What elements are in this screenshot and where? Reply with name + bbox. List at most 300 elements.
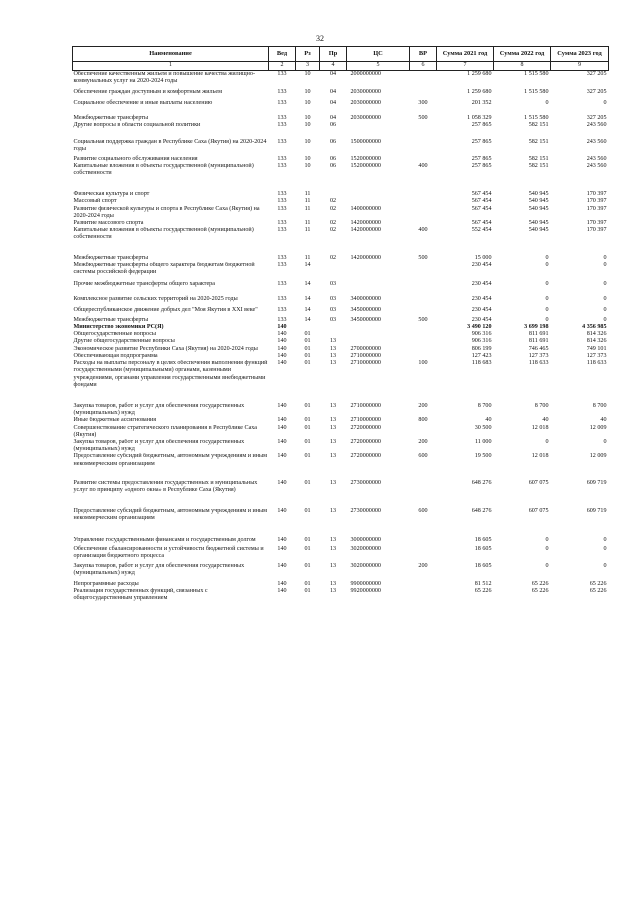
table-row — [73, 227, 609, 241]
row-pr-cell: 02 — [329, 254, 337, 261]
row-name-cell: Экономическое развитие Республики Саха (Якутия) на 2020-2024 годы — [73, 345, 258, 352]
row-pr-cell: 13 — [329, 536, 337, 543]
row-ved-cell: 133 — [277, 191, 287, 198]
row-sum-2021-cell: 230 454 — [471, 281, 492, 288]
table-row — [73, 578, 609, 588]
row-ved-cell: 140 — [277, 331, 287, 338]
row-sum-2023-cell: 170 397 — [586, 191, 607, 198]
row-vr-cell — [410, 276, 437, 288]
table-row — [73, 417, 609, 424]
row-sum-2022-cell: 1 515 580 — [524, 114, 549, 121]
table-row — [73, 206, 609, 220]
row-vr-cell — [410, 324, 437, 331]
row-cs-cell: 2710000000 — [350, 417, 381, 424]
row-rz-cell — [296, 324, 320, 331]
row-cs-cell: 3450000000 — [350, 306, 381, 313]
row-ved-cell: 133 — [277, 99, 287, 106]
row-name-cell: Управление государственными финансами и государственным долгом — [73, 536, 256, 543]
header-number: 5 — [347, 62, 410, 71]
row-pr-cell — [320, 262, 347, 276]
row-rz-cell: 10 — [296, 71, 320, 86]
row-sum-2021-cell: 18 605 — [474, 563, 492, 570]
row-cs-cell: 3020000000 — [350, 563, 381, 570]
header-number: 8 — [494, 62, 551, 71]
row-cs-cell: 2730000000 — [350, 508, 381, 515]
row-sum-2022-cell: 12 018 — [531, 453, 549, 460]
header-number: 3 — [296, 62, 320, 71]
table-row — [73, 331, 609, 338]
row-ved-cell: 140 — [277, 580, 287, 587]
row-pr-cell: 13 — [329, 479, 337, 486]
row-ved-cell: 133 — [277, 261, 287, 268]
row-ved-cell: 133 — [277, 155, 287, 162]
table-row — [73, 129, 609, 153]
row-name-cell: Реализация государственных функций, связанных с общегосударственным управлением — [73, 587, 208, 601]
row-cs-cell: 1520000000 — [350, 162, 381, 169]
row-vr-cell — [410, 331, 437, 338]
row-pr-cell: 13 — [329, 508, 337, 515]
header-sum-2023: Сумма 2023 год — [551, 47, 609, 62]
row-pr-cell: 03 — [329, 296, 337, 303]
row-sum-2022-cell: 746 465 — [528, 345, 549, 352]
table-body — [73, 71, 609, 603]
row-name-cell: Общегосударственные вопросы — [73, 331, 157, 338]
row-ved-cell: 140 — [277, 417, 287, 424]
row-name-cell: Массовый спорт — [73, 198, 117, 205]
table-row — [73, 220, 609, 227]
row-rz-cell: 01 — [304, 424, 311, 431]
row-cs-cell: 2710000000 — [350, 402, 381, 409]
row-sum-2022-cell: 0 — [545, 296, 549, 303]
row-cs-cell: 3400000000 — [350, 296, 381, 303]
row-pr-cell: 13 — [329, 402, 337, 409]
row-sum-2022-cell: 811 691 — [528, 331, 549, 338]
header-name: Наименование — [73, 47, 269, 62]
row-vr-cell: 400 — [418, 227, 428, 234]
row-sum-2023-cell: 327 205 — [586, 89, 607, 96]
row-sum-2022-cell: 127 373 — [528, 352, 549, 359]
row-sum-2021-cell: 567 454 — [471, 205, 492, 212]
row-vr-cell: 600 — [418, 508, 428, 515]
row-sum-2023-cell: 0 — [603, 306, 607, 313]
header-ved: Вед — [269, 47, 296, 62]
row-vr-cell — [410, 544, 437, 560]
row-ved-cell: 133 — [277, 162, 287, 169]
row-cs-cell: 2720000000 — [350, 438, 381, 445]
row-rz-cell: 01 — [304, 402, 311, 409]
row-pr-cell: 03 — [329, 316, 337, 323]
row-name-cell: Предоставление субсидий бюджетным, автономным учреждениям и иным некоммерческим организациям — [73, 508, 267, 522]
row-sum-2022-cell: 582 151 — [528, 155, 549, 162]
row-name-cell: Закупка товаров, работ и услуг для обеспечения государственных (муниципальных) нужд — [73, 402, 245, 417]
row-rz-cell: 14 — [304, 281, 311, 288]
row-name-cell: Межбюджетные трансферты общего характера бюджетам бюджетной системы российской федерации — [73, 261, 255, 276]
row-sum-2023-cell: 327 205 — [586, 114, 607, 121]
table-row — [73, 453, 609, 467]
row-ved-cell: 140 — [277, 345, 287, 352]
header-row — [73, 47, 609, 62]
row-vr-cell — [410, 85, 437, 96]
row-sum-2022-cell: 0 — [545, 563, 549, 570]
row-sum-2023-cell: 243 560 — [586, 155, 607, 162]
row-sum-2023-cell: 12 009 — [589, 424, 607, 431]
row-pr-cell: 06 — [329, 122, 337, 129]
header-pr: Пр — [320, 47, 347, 62]
row-sum-2022-cell: 0 — [545, 261, 549, 268]
row-pr-cell: 06 — [329, 155, 337, 162]
row-cs-cell — [347, 276, 410, 288]
header-number-row — [73, 62, 609, 71]
row-rz-cell: 01 — [304, 536, 311, 543]
row-sum-2023-cell: 609 719 — [586, 508, 607, 515]
row-sum-2021-cell: 230 454 — [471, 296, 492, 303]
row-ved-cell: 133 — [277, 198, 287, 205]
row-name-cell: Обеспечение качественным жильем и повышение качества жилищно-коммунальных услуг на 2020-2024 годы — [73, 71, 269, 86]
row-pr-cell: 02 — [329, 227, 337, 234]
table-row — [73, 177, 609, 198]
row-sum-2023-cell: 170 397 — [586, 220, 607, 227]
row-sum-2021-cell: 3 490 120 — [467, 324, 492, 331]
table-row — [73, 288, 609, 303]
row-rz-cell: 10 — [304, 139, 311, 146]
table-row — [73, 122, 609, 129]
row-sum-2021-cell: 230 454 — [471, 306, 492, 313]
row-rz-cell: 10 — [304, 122, 311, 129]
row-name-cell: Капитальные вложения в объекты государственной (муниципальной) собственности — [73, 227, 254, 241]
row-name-cell: Общереспубликанское движение добрых дел "Моя Якутия в XXI веке" — [73, 306, 258, 313]
row-rz-cell: 01 — [304, 580, 311, 587]
row-pr-cell: 03 — [329, 281, 337, 288]
row-name-cell: Развитие массового спорта — [73, 220, 144, 227]
row-rz-cell: 01 — [304, 417, 311, 424]
row-sum-2023-cell: 243 560 — [586, 139, 607, 146]
row-sum-2023-cell: 12 009 — [589, 453, 607, 460]
row-cs-cell: 2710000000 — [350, 360, 381, 367]
row-ved-cell: 140 — [277, 479, 287, 486]
row-ved-cell: 133 — [277, 122, 287, 129]
row-pr-cell: 13 — [329, 352, 337, 359]
row-sum-2021-cell: 1 259 680 — [467, 89, 492, 96]
table-row — [73, 324, 609, 331]
row-pr-cell: 04 — [320, 71, 347, 86]
row-vr-cell: 200 — [418, 438, 428, 445]
row-sum-2023-cell: 40 — [600, 417, 607, 424]
row-vr-cell — [410, 122, 437, 129]
header-number: 9 — [551, 62, 609, 71]
row-sum-2023-cell: 0 — [603, 545, 607, 552]
table-row — [73, 360, 609, 389]
row-sum-2023-cell: 243 560 — [586, 162, 607, 169]
row-sum-2023-cell: 814 326 — [586, 338, 607, 345]
row-sum-2021-cell: 15 000 — [474, 254, 492, 261]
row-vr-cell: 400 — [418, 162, 428, 169]
row-sum-2022-cell: 607 075 — [528, 508, 549, 515]
row-rz-cell: 01 — [304, 352, 311, 359]
row-vr-cell — [410, 154, 437, 163]
row-sum-2022-cell: 3 699 198 — [524, 324, 549, 331]
row-rz-cell: 11 — [304, 254, 311, 261]
row-rz-cell: 10 — [304, 155, 311, 162]
row-cs-cell: 3450000000 — [350, 316, 381, 323]
header-cs: ЦС — [347, 47, 410, 62]
header-number: 1 — [73, 62, 269, 71]
table-row — [73, 304, 609, 314]
row-name-cell: Обеспечение граждан доступным и комфортным жильем — [73, 89, 222, 96]
row-sum-2021-cell: 567 454 — [471, 198, 492, 205]
row-sum-2022-cell: 540 945 — [528, 198, 549, 205]
row-sum-2022-cell: 540 945 — [528, 191, 549, 198]
row-pr-cell: 04 — [329, 89, 337, 96]
row-sum-2021-cell: 257 865 — [471, 162, 492, 169]
row-sum-2021-cell: 11 000 — [474, 438, 492, 445]
row-ved-cell: 140 — [277, 424, 287, 431]
row-sum-2022-cell: 607 075 — [528, 479, 549, 486]
table-row — [73, 107, 609, 122]
row-ved-cell: 140 — [277, 508, 287, 515]
row-sum-2021-cell: 40 — [485, 417, 492, 424]
row-vr-cell — [410, 425, 437, 439]
row-vr-cell — [410, 338, 437, 345]
row-rz-cell: 10 — [304, 99, 311, 106]
row-sum-2021-cell: 648 276 — [471, 479, 492, 486]
table-row — [73, 314, 609, 324]
row-ved-cell: 140 — [277, 360, 287, 367]
row-vr-cell — [410, 353, 437, 360]
row-pr-cell: 02 — [329, 198, 337, 205]
row-pr-cell: 13 — [329, 424, 337, 431]
row-cs-cell — [347, 177, 410, 198]
row-name-cell: Социальное обеспечение и иные выплаты населению — [73, 99, 213, 106]
header-number: 2 — [269, 62, 296, 71]
row-vr-cell — [410, 129, 437, 153]
table-row — [73, 198, 609, 205]
row-rz-cell: 10 — [304, 162, 311, 169]
row-vr-cell — [410, 523, 437, 544]
row-sum-2023-cell: 0 — [603, 438, 607, 445]
row-sum-2021-cell: 906 316 — [471, 338, 492, 345]
row-sum-2021-cell: 230 454 — [471, 316, 492, 323]
row-vr-cell — [410, 206, 437, 220]
row-pr-cell: 06 — [329, 162, 337, 169]
row-sum-2021-cell: 81 512 — [474, 580, 492, 587]
row-sum-2022-cell: 0 — [545, 316, 549, 323]
row-cs-cell: 2000000000 — [347, 71, 410, 86]
row-sum-2022-cell: 0 — [545, 254, 549, 261]
row-sum-2023-cell: 327 205 — [551, 71, 609, 86]
row-vr-cell — [410, 346, 437, 353]
table-row — [73, 276, 609, 288]
page-number: 32 — [316, 34, 324, 43]
row-cs-cell: 1520000000 — [350, 155, 381, 162]
row-pr-cell: 13 — [329, 338, 337, 345]
row-cs-cell: 2720000000 — [350, 424, 381, 431]
row-sum-2023-cell: 0 — [603, 536, 607, 543]
row-pr-cell: 02 — [329, 220, 337, 227]
row-name-cell: Прочие межбюджетные трансферты общего характера — [73, 281, 215, 288]
row-sum-2021-cell: 65 226 — [474, 587, 492, 594]
table-row — [73, 242, 609, 262]
row-vr-cell — [410, 588, 437, 602]
row-vr-cell — [410, 71, 437, 86]
row-cs-cell: 1400000000 — [350, 205, 381, 212]
row-rz-cell: 14 — [304, 306, 311, 313]
row-sum-2021-cell: 806 199 — [471, 345, 492, 352]
table-row — [73, 71, 609, 86]
row-sum-2021-cell: 18 605 — [474, 536, 492, 543]
table-row — [73, 262, 609, 276]
row-ved-cell: 133 — [269, 71, 296, 86]
row-sum-2022-cell: 0 — [545, 545, 549, 552]
row-sum-2023-cell: 749 101 — [586, 345, 607, 352]
row-name-cell: Совершенствование стратегического планирования в Республике Саха (Якутия) — [73, 424, 257, 438]
row-sum-2023-cell: 65 226 — [589, 587, 607, 594]
row-sum-2022-cell: 40 — [542, 417, 549, 424]
table-row — [73, 389, 609, 417]
row-cs-cell: 2710000000 — [350, 352, 381, 359]
row-ved-cell: 133 — [277, 281, 287, 288]
header-number: 7 — [437, 62, 494, 71]
row-name-cell: Иные бюджетные ассигнования — [73, 417, 157, 424]
row-ved-cell: 140 — [277, 587, 287, 594]
row-cs-cell: 2720000000 — [350, 453, 381, 460]
row-vr-cell: 600 — [418, 453, 428, 460]
row-sum-2021-cell: 18 605 — [474, 545, 492, 552]
row-sum-2021-cell: 127 423 — [471, 352, 492, 359]
row-name-cell: Социальная поддержка граждан в Республике Саха (Якутия) на 2020-2024 годы — [73, 139, 267, 153]
row-name-cell: Развитие социального обслуживания населения — [73, 155, 198, 162]
row-rz-cell: 01 — [304, 438, 311, 445]
row-cs-cell: 2030000000 — [350, 99, 381, 106]
row-vr-cell: 100 — [418, 360, 428, 367]
row-ved-cell: 133 — [277, 114, 287, 121]
row-sum-2021-cell: 8 700 — [477, 402, 492, 409]
row-sum-2023-cell: 8 700 — [592, 402, 607, 409]
row-cs-cell: 1500000000 — [350, 139, 381, 146]
row-name-cell: Другие вопросы в области социальной политики — [73, 122, 201, 129]
row-vr-cell — [410, 468, 437, 494]
row-rz-cell: 01 — [304, 360, 311, 367]
row-name-cell: Межбюджетные трансферты — [73, 254, 149, 261]
row-ved-cell: 140 — [277, 352, 287, 359]
row-ved-cell: 140 — [277, 402, 287, 409]
row-sum-2023-cell: 0 — [603, 261, 607, 268]
row-sum-2023-cell: 4 356 985 — [582, 324, 607, 331]
row-pr-cell: 04 — [329, 99, 337, 106]
row-sum-2022-cell: 0 — [545, 281, 549, 288]
row-ved-cell: 133 — [277, 227, 287, 234]
row-sum-2022-cell: 65 226 — [531, 580, 549, 587]
row-name-cell: Закупка товаров, работ и услуг для обеспечения государственных (муниципальных) нужд — [73, 438, 245, 453]
row-rz-cell: 11 — [304, 220, 311, 227]
row-cs-cell: 2700000000 — [350, 345, 381, 352]
row-rz-cell: 01 — [304, 345, 311, 352]
row-cs-cell: 2030000000 — [350, 89, 381, 96]
table-row — [73, 85, 609, 96]
row-sum-2022-cell: 8 700 — [534, 402, 549, 409]
table-row — [73, 494, 609, 522]
row-cs-cell: 3020000000 — [350, 545, 381, 552]
row-sum-2022-cell: 0 — [545, 438, 549, 445]
row-cs-cell: 1420000000 — [350, 254, 381, 261]
table-row — [73, 588, 609, 602]
row-sum-2023-cell: 0 — [603, 296, 607, 303]
row-vr-cell — [410, 262, 437, 276]
table-header — [73, 47, 609, 71]
row-pr-cell: 13 — [329, 345, 337, 352]
row-cs-cell: 2730000000 — [350, 479, 381, 486]
row-sum-2022-cell: 118 633 — [528, 360, 549, 367]
table-row — [73, 544, 609, 560]
row-sum-2022-cell: 582 151 — [528, 122, 549, 129]
header-rz: Рз — [296, 47, 320, 62]
header-number: 6 — [410, 62, 437, 71]
row-rz-cell: 14 — [304, 296, 311, 303]
table-row — [73, 154, 609, 163]
row-vr-cell: 800 — [418, 417, 428, 424]
row-name-cell: Закупка товаров, работ и услуг для обеспечения государственных (муниципальных) нужд — [73, 563, 245, 577]
row-vr-cell — [410, 288, 437, 303]
row-sum-2022-cell: 582 151 — [528, 162, 549, 169]
row-vr-cell — [410, 177, 437, 198]
row-rz-cell: 01 — [304, 508, 311, 515]
row-pr-cell: 13 — [329, 360, 337, 367]
row-cs-cell — [347, 331, 410, 338]
row-pr-cell: 02 — [329, 205, 337, 212]
row-sum-2023-cell: 243 560 — [586, 122, 607, 129]
row-pr-cell: 13 — [329, 587, 337, 594]
row-cs-cell: 2030000000 — [350, 114, 381, 121]
row-sum-2022-cell: 540 945 — [528, 220, 549, 227]
row-sum-2022-cell: 65 226 — [531, 587, 549, 594]
row-sum-2021-cell: 257 865 — [471, 122, 492, 129]
row-vr-cell: 500 — [418, 316, 428, 323]
row-sum-2021-cell: 552 454 — [471, 227, 492, 234]
row-ved-cell: 140 — [277, 453, 287, 460]
row-name-cell: Развитие физической культуры и спорта в Республике Саха (Якутия) на 2020-2024 годы — [73, 205, 260, 219]
row-rz-cell: 14 — [304, 261, 311, 268]
row-sum-2022-cell: 811 691 — [528, 338, 549, 345]
row-sum-2023-cell: 0 — [603, 563, 607, 570]
row-pr-cell: 06 — [329, 139, 337, 146]
row-ved-cell: 133 — [277, 89, 287, 96]
row-rz-cell: 11 — [304, 205, 311, 212]
header-number: 4 — [320, 62, 347, 71]
row-rz-cell: 10 — [304, 89, 311, 96]
row-vr-cell — [410, 578, 437, 588]
table-row — [73, 338, 609, 345]
row-name-cell: Капитальные вложения в объекты государственной (муниципальной) собственности — [73, 162, 254, 177]
row-pr-cell: 13 — [329, 438, 337, 445]
table-row — [73, 353, 609, 360]
row-rz-cell: 01 — [304, 338, 311, 345]
row-pr-cell — [320, 331, 347, 338]
row-sum-2021-cell: 567 454 — [471, 191, 492, 198]
row-vr-cell: 500 — [418, 254, 428, 261]
row-ved-cell: 140 — [277, 438, 287, 445]
row-sum-2021-cell: 257 865 — [471, 155, 492, 162]
header-sum-2022: Сумма 2022 год — [494, 47, 551, 62]
row-sum-2022-cell: 1 515 580 — [524, 89, 549, 96]
row-pr-cell: 13 — [329, 580, 337, 587]
row-cs-cell — [347, 198, 410, 205]
row-sum-2023-cell: 170 397 — [586, 198, 607, 205]
row-name-cell: Расходы на выплаты персоналу в целях обеспечения выполнения функций государственными (муниципальными) органами, казенными учреждениями, органами управления государственными внебюджетными фондами — [73, 360, 268, 388]
row-vr-cell: 200 — [418, 563, 428, 570]
row-sum-2021-cell: 648 276 — [471, 508, 492, 515]
row-vr-cell — [410, 304, 437, 314]
row-rz-cell: 11 — [304, 191, 311, 198]
table-row — [73, 523, 609, 544]
